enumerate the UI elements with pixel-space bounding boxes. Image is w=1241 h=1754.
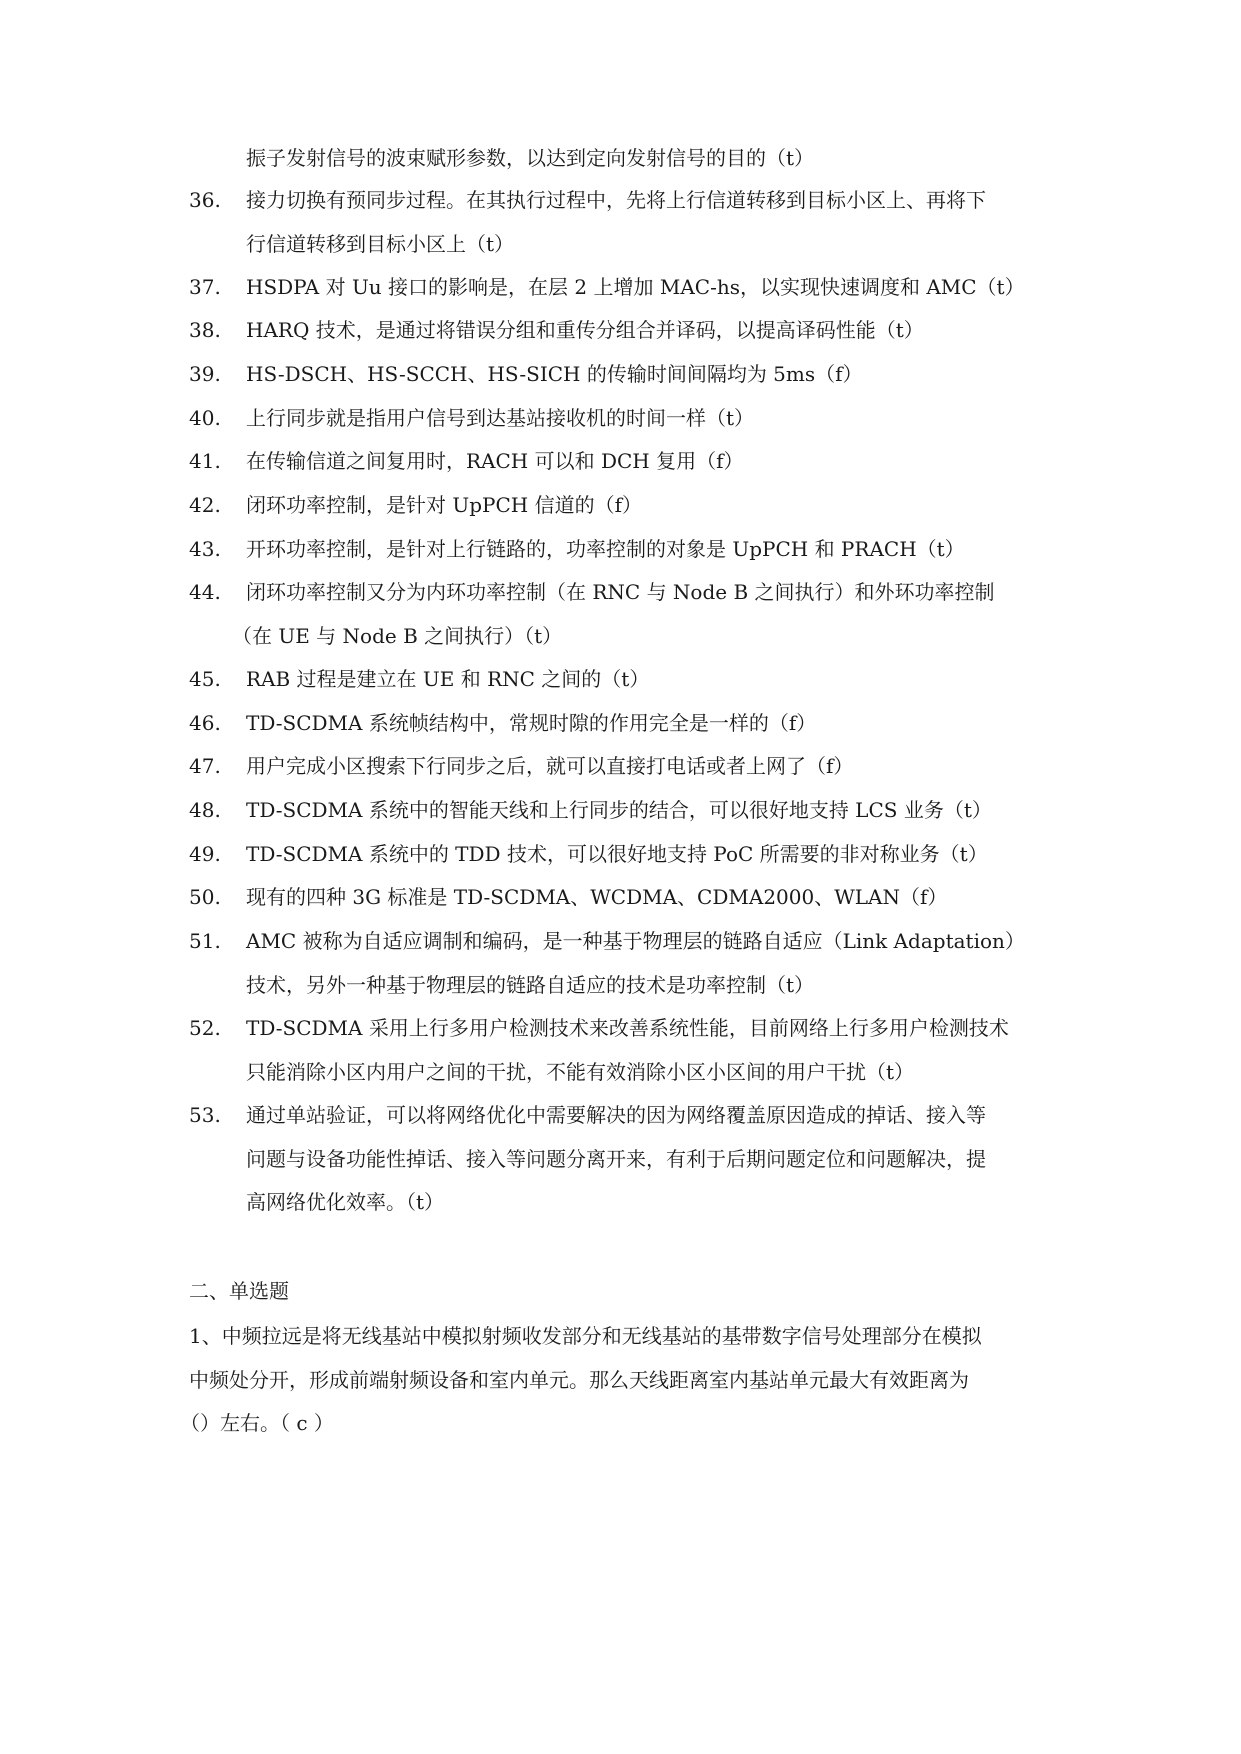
item-text-line: （在 UE 与 Node B 之间执行）（t） <box>232 624 563 648</box>
item-text-line: HARQ 技术，是通过将错误分组和重传分组合并译码，以提高译码性能（t） <box>246 318 924 342</box>
question-text-line: （）左右。（ c ） <box>180 1411 334 1435</box>
item-text-line: 开环功率控制，是针对上行链路的，功率控制的对象是 UpPCH 和 PRACH（t） <box>246 537 965 561</box>
item-text-line: HS-DSCH、HS-SCCH、HS-SICH 的传输时间间隔均为 5ms（f） <box>246 362 863 386</box>
item-number: 49. <box>189 842 221 866</box>
item-text-line: 闭环功率控制又分为内环功率控制（在 RNC 与 Node B 之间执行）和外环功率控制 <box>246 580 995 604</box>
section-heading: 二、单选题 <box>189 1279 289 1303</box>
item-text-line: TD-SCDMA 系统中的 TDD 技术，可以很好地支持 PoC 所需要的非对称业务（t） <box>246 842 988 866</box>
item-number: 43. <box>189 537 221 561</box>
item-number: 44. <box>189 580 221 604</box>
item-text-line: 问题与设备功能性掉话、接入等问题分离开来，有利于后期问题定位和问题解决，提 <box>246 1147 986 1171</box>
item-number: 45. <box>189 667 221 691</box>
item-number: 52. <box>189 1016 221 1040</box>
item-text-line: AMC 被称为自适应调制和编码，是一种基于物理层的链路自适应（Link Adaptation） <box>246 929 1025 953</box>
item-number: 41. <box>189 449 221 473</box>
item-number: 51. <box>189 929 221 953</box>
item-number: 47. <box>189 754 221 778</box>
item-text-line: 振子发射信号的波束赋形参数，以达到定向发射信号的目的（t） <box>246 146 815 170</box>
item-text-line: 高网络优化效率。（t） <box>246 1190 445 1214</box>
question-text-line: 中频处分开，形成前端射频设备和室内单元。那么天线距离室内基站单元最大有效距离为 <box>189 1368 969 1392</box>
item-text-line: 技术，另外一种基于物理层的链路自适应的技术是功率控制（t） <box>246 973 815 997</box>
item-text-line: 只能消除小区内用户之间的干扰，不能有效消除小区小区间的用户干扰（t） <box>246 1060 915 1084</box>
item-text-line: 在传输信道之间复用时，RACH 可以和 DCH 复用（f） <box>246 449 744 473</box>
item-number: 38. <box>189 318 221 342</box>
item-text-line: RAB 过程是建立在 UE 和 RNC 之间的（t） <box>246 667 650 691</box>
item-text-line: 通过单站验证，可以将网络优化中需要解决的因为网络覆盖原因造成的掉话、接入等 <box>246 1103 986 1127</box>
item-text-line: TD-SCDMA 系统帧结构中，常规时隙的作用完全是一样的（f） <box>246 711 817 735</box>
item-number: 37. <box>189 275 221 299</box>
item-number: 46. <box>189 711 221 735</box>
item-text-line: TD-SCDMA 系统中的智能天线和上行同步的结合，可以很好地支持 LCS 业务（t） <box>246 798 992 822</box>
item-number: 36. <box>189 188 221 212</box>
item-text-line: 行信道转移到目标小区上（t） <box>246 232 515 256</box>
item-text-line: HSDPA 对 Uu 接口的影响是，在层 2 上增加 MAC-hs，以实现快速调度和 AMC（t） <box>246 275 1025 299</box>
question-text-line: 1、中频拉远是将无线基站中模拟射频收发部分和无线基站的基带数字信号处理部分在模拟 <box>189 1324 982 1348</box>
item-number: 40. <box>189 406 221 430</box>
item-text-line: 闭环功率控制，是针对 UpPCH 信道的（f） <box>246 493 642 517</box>
item-text-line: 接力切换有预同步过程。在其执行过程中，先将上行信道转移到目标小区上、再将下 <box>246 188 986 212</box>
item-number: 50. <box>189 885 221 909</box>
item-text-line: 用户完成小区搜索下行同步之后，就可以直接打电话或者上网了（f） <box>246 754 854 778</box>
item-number: 48. <box>189 798 221 822</box>
item-text-line: TD-SCDMA 采用上行多用户检测技术来改善系统性能，目前网络上行多用户检测技术 <box>246 1016 1009 1040</box>
item-text-line: 现有的四种 3G 标准是 TD-SCDMA、WCDMA、CDMA2000、WLAN（f） <box>246 885 948 909</box>
item-number: 42. <box>189 493 221 517</box>
item-text-line: 上行同步就是指用户信号到达基站接收机的时间一样（t） <box>246 406 755 430</box>
item-number: 39. <box>189 362 221 386</box>
item-number: 53. <box>189 1103 221 1127</box>
